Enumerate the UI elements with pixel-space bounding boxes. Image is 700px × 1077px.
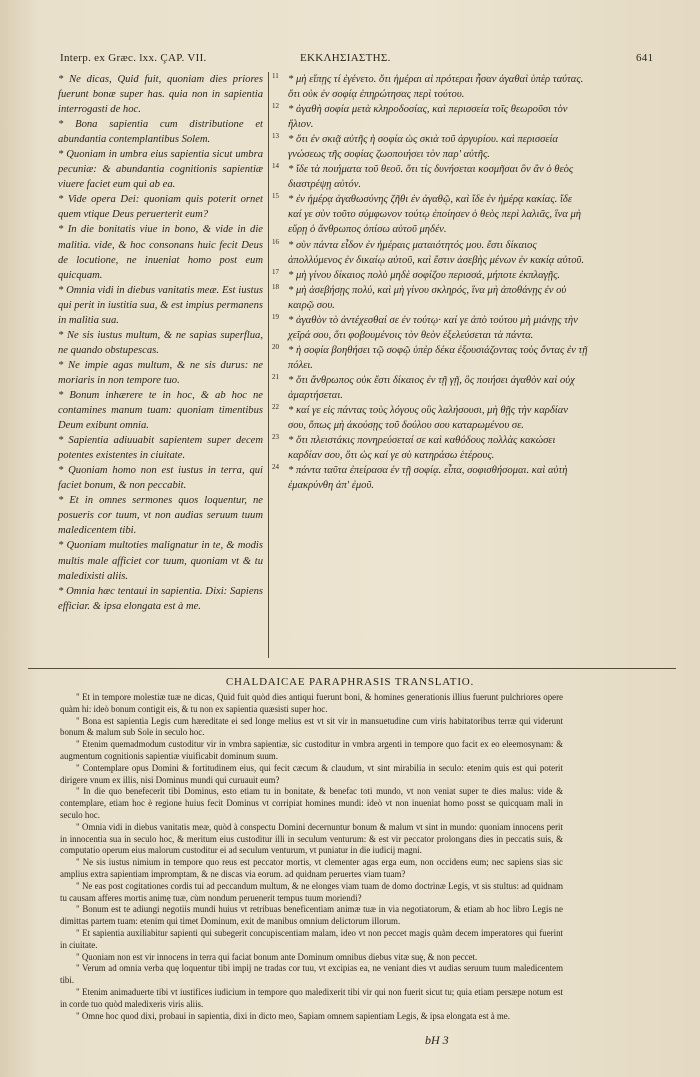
paraphrase-verse: " Et sapientia auxiliabitur sapienti qui subegerit concupiscentiam malam, ideo vt non peccet magis quàm decem imperatores qui fuerint in ciuitate. [60, 927, 563, 950]
greek-verse-number: 12 [272, 102, 279, 111]
greek-verse: * μὴ γίνου δίκαιος πολὺ μηδὲ σοφίζου περισσά, μήποτε ἐκπλαγῇς. [288, 269, 561, 281]
latin-verse: * In die bonitatis viue in bono, & vide in die malitia. vide, & hoc consonans huic fecit Deus de locutione, ne inueniat homo post eum quicquam. [58, 224, 263, 281]
signature-mark: bH 3 [425, 1033, 449, 1047]
greek-verse-number: 17 [272, 267, 279, 276]
greek-verse: * ὅτι ἄνθρωπος οὐκ ἔστι δίκαιος ἐν τῇ γῇ, ὃς ποιήσει ἀγαθὸν καὶ οὐχ ἁμαρτήσεται. [288, 374, 575, 401]
latin-verse: * Omnia vidi in diebus vanitatis meæ. Est iustus qui perit in iustitia sua, & est impius permanens in malitia sua. [58, 284, 263, 326]
greek-verse-number: 23 [272, 433, 279, 442]
latin-verse: * Et in omnes sermones quos loquentur, ne posueris cor tuum, vt non audias seruum tuum maledicentem tibi. [58, 495, 263, 537]
paraphrase-verse: " Verum ad omnia verba quę loquentur tibi impij ne tradas cor tuu, vt excipias ea, ne veniant dies vt audias seruum tuum maledicentem tibi. [60, 963, 563, 986]
paraphrase-verse: " Etenim animaduerte tibi vt iustifices iudicium in tempore quo maledixerit tibi vir qui non fuerit sicut tu; quia etiam persæpe notum est in corde tuo quòd maledixeris viris aliis. [60, 986, 563, 1009]
greek-verse: * πάντα ταῦτα ἐπείρασα ἐν τῇ σοφίᾳ. εἶπα, σοφισθήσομαι. καὶ αὐτὴ ἐμακρύνθη ἀπ' ἐμοῦ. [288, 465, 568, 492]
latin-verse: * Quoniam homo non est iustus in terra, qui faciet bonum, & non peccabit. [58, 465, 263, 492]
greek-verse-number: 13 [272, 132, 279, 141]
paraphrase-verse: " Contemplare opus Domini & fortitudinem eius, qui fecit cæcum & claudum, vt sint mirabilia in seculo: etenim quis est qui poterit dirigere vnum ex illis, nisi Dominus mundi qui curuauit eum? [60, 762, 563, 785]
greek-verse-number: 22 [272, 403, 279, 412]
paraphrase-verse: " Et in tempore molestiæ tuæ ne dicas, Quid fuit quòd dies antiqui fuerunt boni, & homines generationis illius fuerunt pulchriores opere quàm hi: ideò bonum contigit eis, & tu non ex sapientia quæsisti super hoc. [60, 692, 563, 714]
paraphrase-verse: " In die quo benefecerit tibi Dominus, esto etiam tu in bonitate, & benefac toti mundo, vt non veniat super te dies malus: vide & contemplare, etiam hoc è regione huius fecit Dominus vt corripiat homines mundi: ideò vt non inueniat homo posst se quicquam mali in seculo hoc. [60, 786, 563, 820]
latin-verse: * Vide opera Dei: quoniam quis poterit ornet quem vtique Deus peruerterit eum? [58, 194, 263, 221]
latin-verse: * Bona sapientia cum distributione et abundantia contemplantibus Solem. [58, 119, 263, 146]
greek-verse: * ἀγαθὴ σοφία μετὰ κληροδοσίας, καὶ περισσεία τοῖς θεωροῦσι τὸν ἥλιον. [288, 104, 568, 131]
paraphrase-verse: " Etenim quemadmodum custoditur vir in vmbra sapientiæ, sic custoditur in vmbra argenti in tempore quo facit ex eo eleemosynam: & augmentum cognitionis sapientiæ viuificabit dominum suum. [60, 739, 563, 761]
greek-verse: * ἐν ἡμέρᾳ ἀγαθωσύνης ζῆθι ἐν ἀγαθῷ, καὶ ἴδε ἐν ἡμέρᾳ κακίας. ἴδε καί γε σὺν τοῦτο σύμφωνον τούτῳ ἐποίησεν ὁ θεὸς περὶ λαλιᾶς, ἵνα μὴ εὕρῃ ὁ ἄνθρωπος ὀπίσω αὐτοῦ μηδέν. [288, 194, 582, 236]
paraphrase-verse: " Omne hoc quod dixi, probaui in sapientia, dixi in dicto meo, Sapiam omnem sapientiam Legis, & ipsa elongata est à me. [76, 1010, 510, 1021]
section-rule [28, 668, 676, 669]
greek-column [272, 72, 588, 493]
paraphrase-verse: " Quoniam non est vir innocens in terra qui faciat bonum ante Dominum omnibus diebus vitæ suę, & non peccet. [76, 951, 478, 962]
greek-verse: * μὴ εἴπῃς τί ἐγένετο. ὅτι ἡμέραι αἱ πρότεραι ἦσαν ἀγαθαὶ ὑπὲρ ταύτας. ὅτι οὐκ ἐν σοφίᾳ ἐπηρώτησας περὶ τούτου. [288, 74, 584, 101]
paraphrase-section [60, 692, 563, 1022]
paraphrase-title: CHALDAICAE PARAPHRASIS TRANSLATIO. [225, 676, 475, 688]
latin-column [58, 72, 263, 614]
greek-verse: * μὴ ἀσεβήσῃς πολύ, καὶ μὴ γίνου σκληρός, ἵνα μὴ ἀποθάνῃς ἐν οὐ καιρῷ σου. [288, 284, 567, 311]
greek-verse-number: 11 [272, 72, 279, 80]
greek-verse-number: 21 [272, 372, 279, 381]
latin-verse: * Omnia hæc tentaui in sapientia. Dixi: Sapiens efficiar. & ipsa elongata est à me. [58, 585, 263, 612]
greek-verse: * ἀγαθὸν τὸ ἀντέχεσθαί σε ἐν τούτῳ· καί γε ἀπὸ τούτου μὴ μιάνῃς τὴν χεῖρά σου, ὅτι φοβουμένοις τὸν θεὸν ἐξελεύσεται τὰ πάντα. [288, 314, 578, 341]
greek-verse: * ὅτι ἐν σκιᾷ αὐτῆς ἡ σοφία ὡς σκιὰ τοῦ ἀργυρίου. καὶ περισσεία γνώσεως τῆς σοφίας ζωοποιήσει τὸν παρ' αὐτῆς. [288, 134, 558, 161]
greek-verse: * σὺν πάντα εἶδον ἐν ἡμέραις ματαιότητός μου. ἔστι δίκαιος ἀπολλύμενος ἐν δικαίῳ αὐτοῦ, καὶ ἔστιν ἀσεβὴς μένων ἐν κακίᾳ αὐτοῦ. [288, 239, 585, 266]
page-number: 641 [636, 52, 654, 64]
latin-verse: * Ne impie agas multum, & ne sis durus: ne moriaris in non tempore tuo. [58, 359, 263, 386]
latin-verse: * Ne sis iustus multum, & ne sapias superflua, ne quando obstupescas. [58, 329, 263, 356]
paraphrase-verse: " Omnia vidi in diebus vanitatis meæ, quòd à conspectu Domini decernuntur bonum & malum vt sint in mundo: quoniam innocens perit in innocentia sua in seculo hoc, & meritum eius custoditur illi in seculum venturum: & est vir peccator prolongans dies in peccatis suis, & computatio operum eius malorum custoditur ei ad seculum venturum, vt puniatur in die iudicij magni. [60, 821, 563, 856]
running-head-title: ΕΚΚΛΗΣΙΑΣΤΗΣ. [300, 52, 391, 64]
running-head-left: Interp. ex Græc. lxx. ÇAP. VII. [60, 52, 207, 64]
column-divider [268, 72, 269, 658]
latin-verse: * Ne dicas, Quid fuit, quoniam dies priores fuerunt bonæ super has. quia non in sapientia interrogasti de hoc. [58, 74, 263, 116]
greek-verse-number: 19 [272, 312, 279, 321]
greek-verse: * ἴδε τὰ ποιήματα τοῦ θεοῦ. ὅτι τίς δυνήσεται κοσμῆσαι ὃν ἂν ὁ θεὸς διαστρέψῃ αὐτόν. [288, 164, 574, 191]
greek-verse-number: 14 [272, 162, 279, 171]
greek-verse: * καί γε εἰς πάντας τοὺς λόγους οὓς λαλήσουσι, μὴ θῇς τὴν καρδίαν σου, ὅπως μὴ ἀκούσῃς τοῦ δούλου σου καταρωμένου σε. [288, 405, 569, 432]
latin-verse: * Quoniam in umbra eius sapientia sicut umbra pecuniæ: & abundantia cognitionis sapientiæ viuere faciet eum qui ab ea. [58, 149, 263, 191]
paraphrase-verse: " Ne sis iustus nimium in tempore quo reus est peccator mortis, vt clementer agas erga eum, non occidens eum; nec sapiens sias sic amplius extra sapientiam impromptam, & ne discas via eorum. ad quidnam peruertes viam tuam? [60, 857, 563, 879]
paraphrase-verse: " Bona est sapientia Legis cum hæreditate ei sed longe melius est vt sit vir in mansuetudine cum viris habitatoribus terræ qui viderunt bonum & malum sub Sole in seculo hoc. [60, 715, 563, 738]
latin-verse: * Quoniam multoties malignatur in te, & modis multis male afficiet cor tuum, quoniam vt & tu maledixisti aliis. [58, 540, 263, 582]
greek-verse-number: 15 [272, 192, 279, 201]
latin-verse: * Bonum inhærere te in hoc, & ab hoc ne contamines manum tuam: quoniam timentibus Deum exibunt omnia. [58, 389, 263, 432]
paraphrase-verse: " Ne eas post cogitationes cordis tui ad peccandum multum, & ne elonges viam tuam de domo doctrinæ Legis, vt sis stultus: ad quidnam tu causam afferes mortis animę tuæ, cùm nondum peruenerit tempus tuum moriendi? [60, 880, 563, 903]
greek-verse-number: 16 [272, 237, 279, 246]
greek-verse: * ἡ σοφία βοηθήσει τῷ σοφῷ ὑπὲρ δέκα ἐξουσιάζοντας τοὺς ὄντας ἐν τῇ πόλει. [288, 344, 588, 371]
latin-verse: * Sapientia adiuuabit sapientem super decem potentes existentes in ciuitate. [58, 435, 263, 462]
greek-verse: * ὅτι πλειστάκις πονηρεύσεταί σε καὶ καθόδους πολλὰς κακώσει καρδίαν σου, ὅτι ὡς καί γε σὺ κατηράσω ἑτέρους. [288, 435, 556, 462]
greek-verse-number: 18 [272, 282, 279, 291]
paraphrase-verse: " Bonum est te adiungi negotiis mundi huius vt retribuas beneficentiam animæ tuæ in via negotiatorum, & etiam ab hoc libro Legis ne dimittas partem tuam: etenim qui timet Dominum, exit de manibus omnium delictorum illorum. [60, 904, 563, 927]
greek-verse-number: 20 [272, 342, 279, 351]
greek-verse-number: 24 [272, 463, 279, 472]
